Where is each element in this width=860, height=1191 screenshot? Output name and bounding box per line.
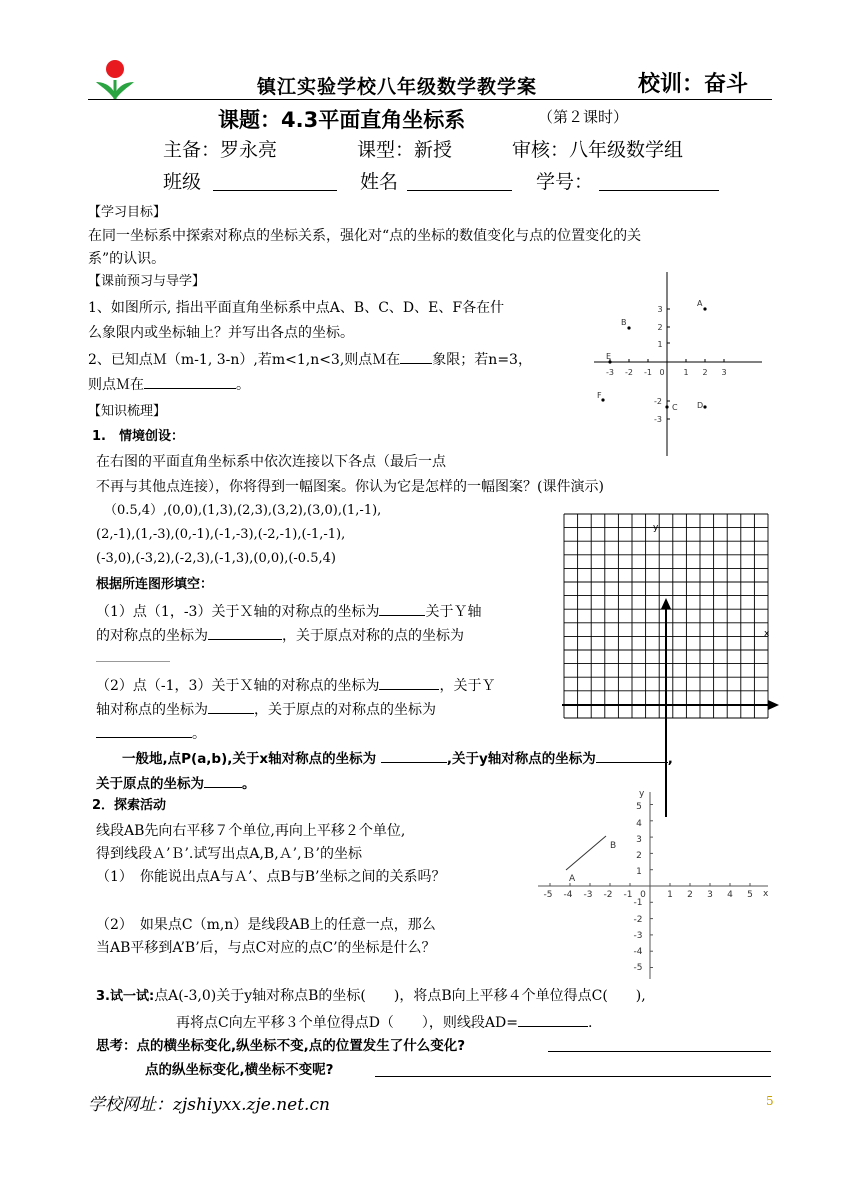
fig3-y-tick: 1 <box>636 867 642 877</box>
point-d-label: D <box>697 401 704 410</box>
lesson-meta-row <box>163 136 684 164</box>
fig3-y-tick: -5 <box>633 963 643 973</box>
lesson-host: 主备：罗永亮 <box>163 139 278 161</box>
q1-y-blank[interactable] <box>208 623 282 640</box>
grid-y-label: y <box>653 523 659 533</box>
motto: 校训：奋斗 <box>638 72 749 97</box>
knowledge-item1: 1. 情境创设： <box>92 429 184 444</box>
page-number: 5 <box>766 1094 774 1108</box>
fig1-x-tick: -2 <box>625 368 633 377</box>
fill-q2-line2 <box>96 697 436 721</box>
fig3-label-b: B <box>610 841 617 851</box>
point-c <box>665 405 668 408</box>
objectives-line1: 在同一坐标系中探索对称点的坐标关系，强化对“点的坐标的数值变化与点的位置变化的关 <box>88 228 642 244</box>
fig3-x-tick: -3 <box>583 890 593 900</box>
preview-heading: 【课前预习与导学】 <box>88 274 206 289</box>
fig3-y-tick: 5 <box>636 802 642 812</box>
lesson-review: 审核：八年级数学组 <box>512 139 684 161</box>
knowledge-heading: 【知识梳理】 <box>88 404 167 419</box>
name-label: 姓名 <box>360 171 399 193</box>
coords-line3: (-3,0),(-3,2),(-2,3),(-1,3),(0,0),(-0.5,4) <box>96 551 336 566</box>
header-rule <box>88 99 772 100</box>
try-text-b: 点A(-3,0)关于y轴对称点B的坐标( )，将点B向上平移４个单位得点C( ), <box>154 988 646 1004</box>
general-rule-line1 <box>122 746 673 770</box>
point-f-label: F <box>597 391 602 400</box>
fig3-y-tick: 3 <box>636 835 642 845</box>
figure-grid <box>560 512 782 820</box>
fill-q1-line2 <box>96 623 464 647</box>
q2-y-blank[interactable] <box>208 697 254 714</box>
school-logo <box>94 58 136 102</box>
fig1-x-tick: 3 <box>721 368 727 377</box>
fig1-x-tick: 1 <box>683 368 689 377</box>
fig3-x-tick: 1 <box>667 890 673 900</box>
ad-length-blank[interactable] <box>518 1010 588 1027</box>
knowledge-p2: 不再与其他点连接），你将得到一幅图案。你认为它是怎样的一幅图案？(课件演示) <box>96 479 604 495</box>
think-blank-2[interactable] <box>375 1076 771 1077</box>
try-text-d: . <box>588 1015 593 1031</box>
fig3-y-tick: 4 <box>636 819 642 829</box>
q2-text-a: 2、已知点Ｍ（m-1, 3-n）,若m<1,n<3,则点Ｍ在 <box>88 352 401 368</box>
student-info-row <box>163 168 723 196</box>
think-line1 <box>96 1035 465 1057</box>
fig1-x-tick: -3 <box>606 368 614 377</box>
fig3-y-tick: -1 <box>633 898 643 908</box>
general-x-blank[interactable] <box>381 746 447 763</box>
fill-title: 根据所连图形填空： <box>96 577 214 592</box>
fig1-y-tick: 1 <box>657 340 663 349</box>
objectives-heading: 【学习目标】 <box>88 205 167 220</box>
point-a-label: A <box>697 299 703 308</box>
try-text-c: 再将点C向左平移３个单位得点D（ ），则线段AD= <box>176 1015 519 1031</box>
try-label: 3.试一试: <box>96 989 155 1004</box>
fig3-label-a: A <box>569 874 576 884</box>
point-c-label: C <box>672 403 678 412</box>
q2-text-b: ，关于Ｙ <box>439 678 496 694</box>
fig3-x-tick: 2 <box>687 890 693 900</box>
q2-text-b: 象限；若n=3， <box>432 352 532 368</box>
fig1-y-tick: -3 <box>654 415 662 424</box>
general-text-d: 关于原点的坐标为 <box>96 776 204 792</box>
think-label: 思考： <box>96 1038 137 1054</box>
explore-q1: （1） 你能说出点A与Ａ’、点B与B’坐标之间的关系吗？ <box>96 869 446 885</box>
fig3-x-tick: -2 <box>603 890 613 900</box>
coords-line1: （0.5,4）,(0,0),(1,3),(2,3),(3,2),(3,0),(1,-1), <box>104 503 382 518</box>
general-y-blank[interactable] <box>596 746 668 763</box>
q1-x-blank[interactable] <box>379 599 425 616</box>
q2-x-blank[interactable] <box>379 673 439 690</box>
preview-q2-line2 <box>88 372 250 396</box>
q2-text-a: （2）点（-1，3）关于Ｘ轴的对称点的坐标为 <box>96 678 380 694</box>
fig3-y-label: y <box>639 789 645 799</box>
q1-text-b: 关于Ｙ轴 <box>425 604 482 620</box>
q1-text-d: ，关于原点对称的点的坐标为 <box>282 628 464 644</box>
fig1-y-tick: 3 <box>657 305 663 314</box>
q2-text-c: 则点Ｍ在 <box>88 377 144 393</box>
fig1-x-tick: 0 <box>659 368 665 377</box>
q2-text-e: 。 <box>192 726 206 742</box>
fig3-x-tick: -4 <box>563 890 573 900</box>
q2-text-c: 轴对称点的坐标为 <box>96 702 208 718</box>
point-f <box>601 398 604 401</box>
fill-q2-line1 <box>96 673 495 697</box>
fig3-y-tick: -2 <box>633 915 643 925</box>
lesson-session: （第２课时） <box>538 108 629 126</box>
school-title: 镇江实验学校八年级数学教学案 <box>257 76 538 98</box>
fig3-x-tick: 3 <box>707 890 713 900</box>
point-b <box>627 326 630 329</box>
general-text-b: ,关于y轴对称点的坐标为 <box>446 751 596 767</box>
point-e-label: E <box>606 352 612 361</box>
general-rule-line2 <box>96 771 256 795</box>
lesson-title: 课题：4.3平面直角坐标系 <box>218 108 466 132</box>
objectives-line2: 系”的认识。 <box>88 251 166 267</box>
class-field[interactable] <box>213 174 337 191</box>
position-blank[interactable] <box>144 372 236 389</box>
general-origin-blank[interactable] <box>204 771 242 788</box>
fig1-y-tick: 2 <box>657 323 663 332</box>
explore-l1: 线段AB先向右平移７个单位,再向上平移２个单位, <box>96 823 406 839</box>
fig1-x-tick: -1 <box>644 368 652 377</box>
q2-text-d: 。 <box>236 377 250 393</box>
q2-text-d: ，关于原点的对称点的坐标为 <box>254 702 436 718</box>
quadrant-blank[interactable] <box>400 347 432 364</box>
q1-origin-blank[interactable] <box>96 661 170 662</box>
fig3-x-tick: 5 <box>747 890 753 900</box>
explore-l2: 得到线段Ａ’Ｂ’.试写出点A,B,Ａ’,Ｂ’的坐标 <box>96 846 362 862</box>
grid-x-label: x <box>764 629 770 639</box>
q2-origin-blank[interactable] <box>96 721 192 738</box>
id-label: 学号： <box>536 171 594 193</box>
general-text-c: , <box>667 751 673 767</box>
point-b-label: B <box>621 318 627 327</box>
try-line2 <box>176 1010 592 1034</box>
fig3-x-tick: 0 <box>640 890 646 900</box>
explore-q2a: （2） 如果点C（m,n）是线段AB上的任意一点，那么 <box>96 917 436 933</box>
preview-q2-line1 <box>88 347 532 371</box>
think-blank-1[interactable] <box>548 1051 771 1052</box>
general-text-a: 一般地,点P(a,b),关于x轴对称点的坐标为 <box>122 751 377 767</box>
fill-q1-line1 <box>96 599 481 623</box>
preview-q1-line2: 么象限内或坐标轴上？并写出各点的坐标。 <box>88 325 354 341</box>
figure-coordinate-points <box>594 272 764 457</box>
knowledge-p1: 在右图的平面直角坐标系中依次连接以下各点（最后一点 <box>96 454 446 470</box>
point-a <box>703 307 706 310</box>
name-field[interactable] <box>407 174 512 191</box>
think-text-b: 点的横坐标变化,纵坐标不变,点的位置发生了什么变化? <box>136 1038 466 1054</box>
fig3-y-tick: -4 <box>633 947 643 957</box>
footer-site: 学校网址：zjshiyxx.zje.net.cn <box>88 1095 330 1115</box>
fig1-x-tick: 2 <box>702 368 708 377</box>
coords-line2: (2,-1),(1,-3),(0,-1),(-1,-3),(-2,-1),(-1,-1), <box>96 527 346 542</box>
fig3-x-label: x <box>763 889 769 899</box>
fig3-x-tick: -1 <box>623 890 633 900</box>
fill-q2-line3 <box>96 721 206 745</box>
figure-segment-ab <box>536 784 776 984</box>
point-d <box>703 405 706 408</box>
q1-text-a: （1）点（1，-3）关于Ｘ轴的对称点的坐标为 <box>96 604 380 620</box>
fig3-x-tick: 4 <box>727 890 733 900</box>
fig3-y-tick: 2 <box>636 851 642 861</box>
explore-q2b: 当AB平移到A’B’后，与点C对应的点C’的坐标是什么？ <box>96 940 436 956</box>
think-line2: 点的纵坐标变化,横坐标不变呢? <box>145 1062 334 1078</box>
preview-q1-line1: 1、如图所示, 指出平面直角坐标系中点A、B、C、D、E、F各在什 <box>88 300 505 316</box>
fig3-x-tick: -5 <box>543 890 553 900</box>
class-label: 班级 <box>163 171 202 193</box>
lesson-type: 课型：新授 <box>357 139 453 161</box>
fig3-y-tick: -3 <box>633 931 643 941</box>
q1-text-c: 的对称点的坐标为 <box>96 628 208 644</box>
general-text-e: 。 <box>242 776 256 792</box>
try-line1 <box>96 985 646 1008</box>
explore-heading: 2．探索活动 <box>92 798 167 813</box>
id-field[interactable] <box>599 174 719 191</box>
fig1-y-tick: -2 <box>654 397 662 406</box>
